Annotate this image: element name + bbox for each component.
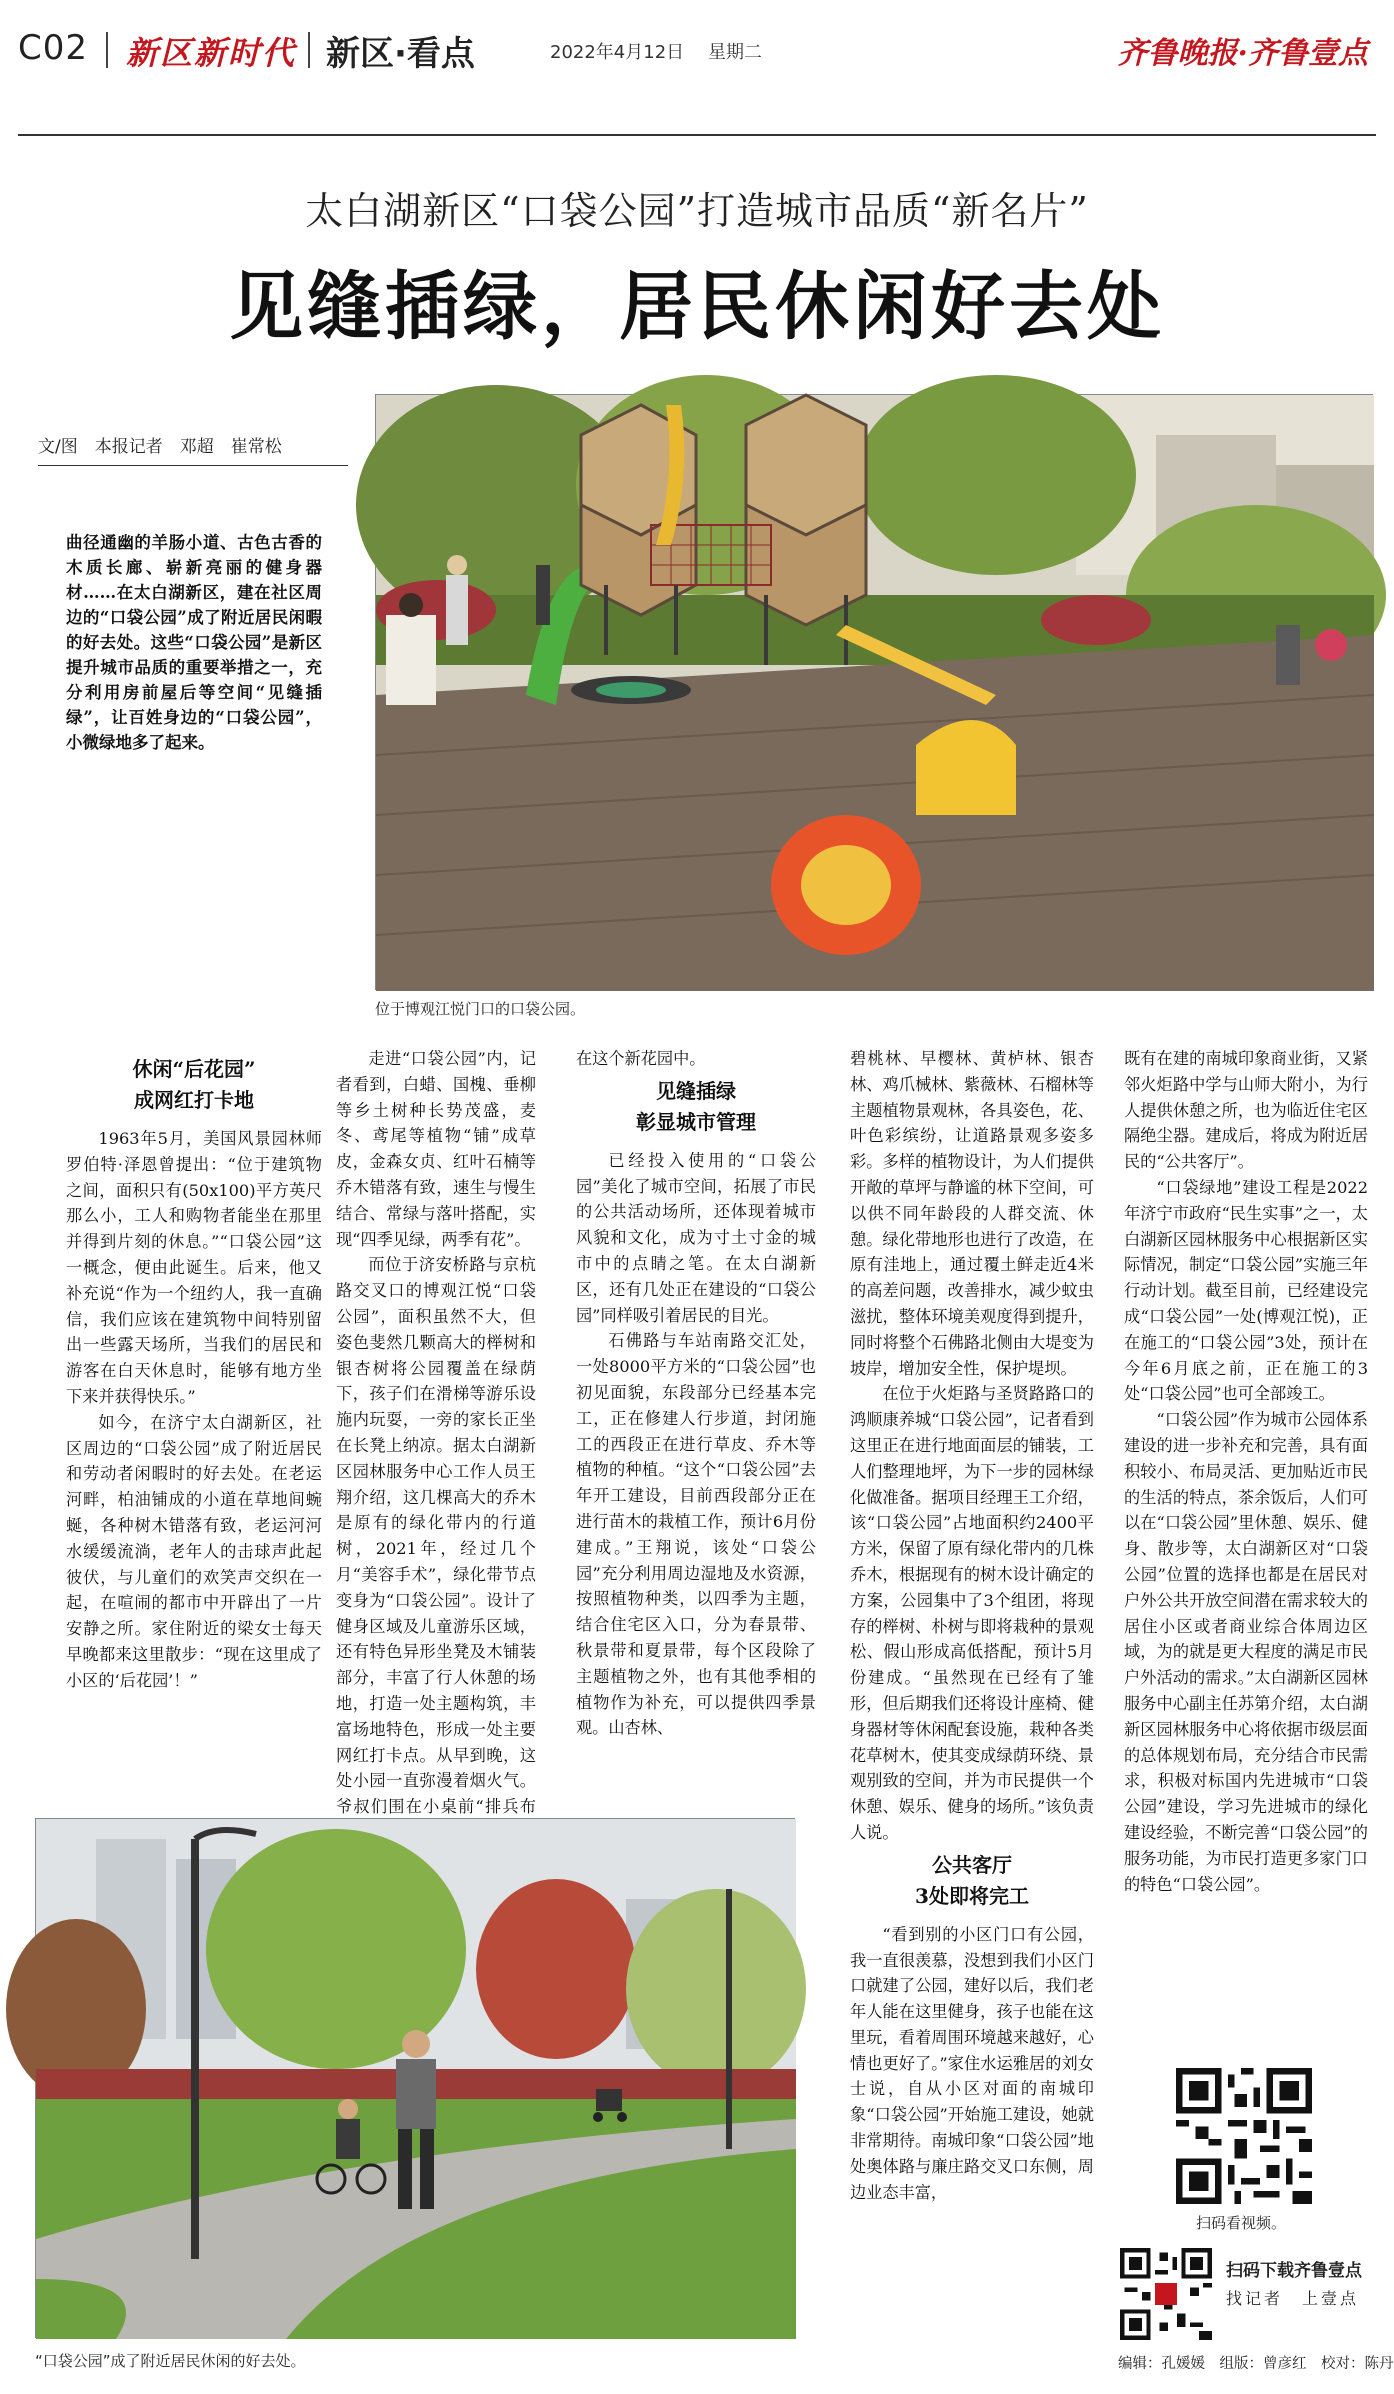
brand-logo-right: 齐鲁壹点 bbox=[1248, 36, 1368, 71]
article-column-5 bbox=[1124, 1046, 1368, 2036]
photo-main-caption: 位于博观江悦门口的口袋公园。 bbox=[375, 1000, 586, 1018]
article-column-1 bbox=[66, 1050, 322, 1810]
paragraph: 而位于济安桥路与京杭路交叉口的博观江悦“口袋公园”，面积虽然不大，但姿色斐然几颗高大的榉树和银杏树将公园覆盖在绿荫下，孩子们在滑梯等游乐设施内玩耍，一旁的家长正坐在长凳上纳凉。据太白湖新区园林服务中心工作人员王翔介绍，这几棵高大的乔木是原有的绿化带内的行道树，2021年，经过几个月“美容手术”，绿化带节点变身为“口袋公园”。设计了健身区域及儿童游乐区域，还有特色异形坐凳及木铺装部分，丰富了行人休憩的场地，打造一处主题构筑，丰富场地特色，形成一处主要网红打卡点。从早到晚，这处小园一直弥漫着烟火气。爷叔们围在小桌前“排兵布 bbox=[336, 1255, 536, 1817]
issue-date: 2022年4月12日 bbox=[550, 42, 685, 63]
issue-weekday: 星期二 bbox=[708, 42, 762, 63]
article-headline: 见缝插绿，居民休闲好去处 bbox=[229, 264, 1165, 350]
paragraph: “看到别的小区门口有公园，我一直很羡慕，没想到我们小区门口就建了公园，建好以后，我们老年人能在这里健身，孩子也能在这里玩，看着周围环境越来越好，心情也更好了。”家住水运雅居的刘女士说，自从小区对面的南城印象“口袋公园”开始施工建设，她就非常期待。南城印象“口袋公园”地处奥体路与廉庄路交叉口东侧，周边业态丰富， bbox=[850, 1924, 1094, 2202]
paragraph: 既有在建的南城印象商业街，又紧邻火炬路中学与山师大附小，为行人提供休憩之所，也为临近住宅区隔绝尘器。建成后，将成为附近居民的“公共客厅”。 bbox=[1124, 1049, 1368, 1172]
article-column-2 bbox=[336, 1046, 536, 1816]
photo-pocket-park-playground bbox=[375, 394, 1373, 990]
app-download-qr-code[interactable] bbox=[1120, 2248, 1212, 2340]
subhead-public-living-room: 公共客厅 3处即将完工 bbox=[915, 1852, 1029, 1908]
photo-second-caption: “口袋公园”成了附近居民休闲的好去处。 bbox=[35, 2352, 306, 2370]
editor-credits: 编辑：孔媛媛 组版：曾彦红 校对：陈丹 bbox=[1118, 2356, 1394, 2372]
lead-paragraph: 曲径通幽的羊肠小道、古色古香的木质长廊、崭新亮丽的健身器材……在太白湖新区，建在社区周边的“口袋公园”成了附近居民闲暇的好去处。这些“口袋公园”是新区提升城市品质的重要举措之一，充分利用房前屋后等空间“见缝插绿”，让百姓身边的“口袋公园”，小微绿地多了起来。 bbox=[66, 533, 322, 752]
app-download-title: 扫码下载齐鲁壹点 bbox=[1226, 2261, 1362, 2281]
paragraph: 在位于火炬路与圣贤路路口的鸿顺康养城“口袋公园”，记者看到这里正在进行地面面层的铺装，工人们整理地坪，为下一步的园林绿化做准备。据项目经理王工介绍，该“口袋公园”占地面积约2400平方米，保留了原有绿化带内的几株乔木，根据现有的树木设计确定的方案，公园集中了3个组团，将现存的榉树、朴树与即将栽种的景观松、假山形成高低搭配，预计5月份建成。“虽然现在已经有了雏形，但后期我们还将设计座椅、健身器材等休闲配套设施，栽种各类花草树木，使其变成绿荫环绕、景观别致的空间，并为市民提供一个休憩、娱乐、健身的场所。”该负责人说。 bbox=[850, 1384, 1094, 1842]
article-kicker: 太白湖新区“口袋公园”打造城市品质“新名片” bbox=[305, 189, 1089, 233]
masthead-divider bbox=[106, 32, 108, 68]
paragraph: 如今，在济宁太白湖新区，社区周边的“口袋公园”成了附近居民和劳动者闲暇时的好去处。在老运河畔，柏油铺成的小道在草地间蜿蜒，各种树木错落有致，老运河河水缓缓流淌，老年人的击球声此起彼伏，与儿童们的欢笑声交织在一起，在喧闹的都市中开辟出了一片安静之所。家住附近的梁女士每天早晚都来这里散步：“现在这里成了小区的‘后花园’！” bbox=[66, 1412, 322, 1690]
brand-logo: 齐鲁晚报·齐鲁壹点 bbox=[1117, 36, 1368, 71]
top-rule bbox=[18, 134, 1376, 136]
subhead-urban-management: 见缝插绿 彰显城市管理 bbox=[636, 1078, 756, 1134]
page-number: C02 bbox=[18, 28, 89, 68]
section-title: 新区·看点 bbox=[326, 34, 475, 74]
video-qr-label: 扫码看视频。 bbox=[1196, 2214, 1287, 2232]
paragraph: 石佛路与车站南路交汇处，一处8000平方米的“口袋公园”也初见面貌，东段部分已经基本完工，正在修建人行步道，封闭施工的西段正在进行草皮、乔木等植物的种植。“这个“口袋公园”去年开工建设，目前西段部分正在进行苗木的栽植工作，预计6月份建成。”王翔说，该处“口袋公园”充分利用周边湿地及水资源，按照植物种类，以四季为主题，结合住宅区入口，分为春景带、秋景带和夏景带，每个区段除了主题植物之外，也有其他季相的植物作为补充，可以提供四季景观。山杏林、 bbox=[576, 1331, 816, 1738]
paragraph: 1963年5月，美国风景园林师罗伯特·泽恩曾提出：“位于建筑物之间，面积只有(50x100)平方英尺那么小，工人和购物者能坐在那里并得到片刻的休息。”“口袋公园”这一概念，便由此诞生。后来，他又补充说“作为一个纽约人，我一直确信，我们应该在建筑物中间特别留出一些露天场所，当我们的居民和游客在白天休息时，能够有地方坐下来并获得快乐。” bbox=[66, 1129, 322, 1406]
app-download-subtitle: 找记者 上壹点 bbox=[1226, 2289, 1360, 2308]
masthead-divider bbox=[308, 32, 310, 68]
brand-logo-left: 齐鲁晚报 bbox=[1117, 36, 1238, 71]
paragraph: 碧桃林、早樱林、黄栌林、银杏林、鸡爪械林、紫薇林、石榴林等主题植物景观林，各具姿色，花、叶色彩缤纷，让道路景观多姿多彩。多样的植物设计，为人们提供开敞的草坪与静谧的林下空间，可以供不同年龄段的人群交流、休憩。绿化带地形也进行了改造，在原有洼地上，通过覆土鲜走近4米的高差问题，改善排水，减少蚊虫滋扰，整体环境美观度得到提升，同时将整个石佛路北侧由大堤变为坡岸，增加安全性，保护堤坝。 bbox=[850, 1049, 1094, 1378]
paragraph: “口袋绿地”建设工程是2022年济宁市政府“民生实事”之一，太白湖新区园林服务中心根据新区实际情况，制定“口袋公园”实施三年行动计划。截至目前，已经建设完成“口袋公园”一处(博观江悦)，正在施工的“口袋公园”3处，预计在今年6月底之前，正在施工的3处“口袋公园”也可全部竣工。 bbox=[1124, 1177, 1368, 1404]
masthead bbox=[18, 22, 1376, 78]
paragraph: 已经投入使用的“口袋公园”美化了城市空间，拓展了市民的公共活动场所，还体现着城市风貌和文化，成为寸土寸金的城市中的点睛之笔。在太白湖新区，还有几处正在建设的“口袋公园”同样吸引着居民的目光。 bbox=[576, 1150, 816, 1325]
subhead-back-garden: 休闲“后花园” 成网红打卡地 bbox=[132, 1057, 256, 1112]
video-qr-code[interactable] bbox=[1176, 2068, 1312, 2204]
article-column-4 bbox=[850, 1046, 1094, 2308]
paragraph: 在这个新花园中。 bbox=[576, 1049, 706, 1068]
photo-park-path bbox=[35, 1818, 795, 2338]
byline: 文/图 本报记者 邓超 崔常松 bbox=[38, 432, 348, 466]
column-logo: 新区新时代 bbox=[126, 34, 297, 72]
paragraph: “口袋公园”作为城市公园体系建设的进一步补充和完善，具有面积较小、布局灵活、更加贴近市民的生活的特点，茶余饭后，人们可以在“口袋公园”里休憩、娱乐、健身、散步等，太白湖新区对“口袋公园”位置的选择也都是在居民对户外公共开放空间潜在需求较大的居住小区或者商业综合体周边区域，为的就是更大程度的满足市民户外活动的需求。”太白湖新区园林服务中心副主任苏第介绍，太白湖新区园林服务中心将依据市级层面的总体规划布局，充分结合市民需求，积极对标国内先进城市“口袋公园”建设，学习先进城市的绿化建设经验，不断完善“口袋公园”的服务功能，为市民打造更多家门口的特色“口袋公园”。 bbox=[1124, 1410, 1368, 1894]
article-column-3 bbox=[576, 1046, 816, 1816]
paragraph: 走进“口袋公园”内，记者看到，白蜡、国槐、垂柳等乡土树种长势茂盛，麦冬、鸢尾等植物“铺”成草皮，金森女贞、红叶石楠等乔木错落有致，速生与慢生结合、常绿与落叶搭配，实现“四季见绿，两季有花”。 bbox=[336, 1049, 536, 1249]
